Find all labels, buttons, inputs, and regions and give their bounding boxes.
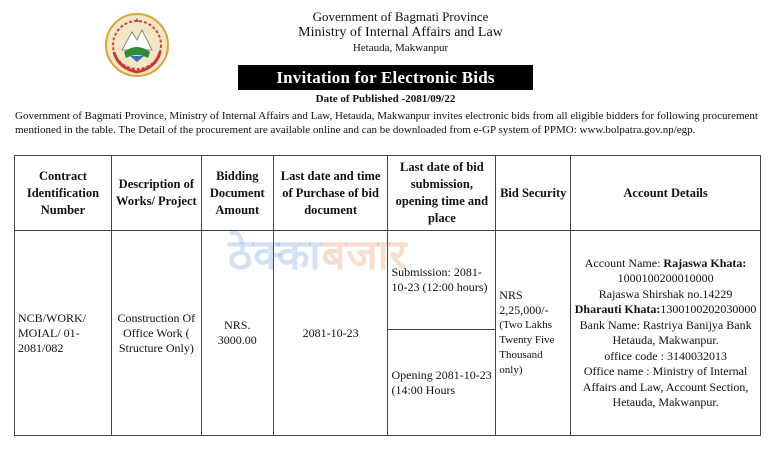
account-dharauti-number: 1300100202030000	[660, 302, 757, 316]
watermark-part1: ठेक्का	[228, 230, 322, 279]
account-office-code: office code : 3140032013	[604, 348, 727, 363]
cell-contract-id: NCB/WORK/ MOIAL/ 01- 2081/082	[15, 231, 112, 436]
table-header-row	[15, 156, 761, 231]
header-submission: Last date of bid submission, opening time and place	[388, 156, 496, 231]
government-name: Government of Bagmati Province	[312, 9, 489, 24]
ministry-name: Ministry of Internal Affairs and Law	[298, 25, 503, 40]
intro-paragraph: Government of Bagmati Province, Ministry of Internal Affairs and Law, Hetauda, Makwanpur invites electronic bids from all eligible bidders for following procurement mentioned in the table. The Detail of the procurement are available online and can be downloaded from e-GP system of PPMO: www.bolpatra.gov.np/egp.	[15, 110, 758, 136]
header-doc-amount: Bidding Document Amount	[201, 156, 273, 231]
ministry-location: Hetauda, Makwanpur	[352, 42, 449, 54]
account-shirshak: Rajaswa Shirshak no.14229	[598, 286, 733, 301]
account-bank-name: Bank Name: Rastriya Banijya Bank Hetauda, Makwanpur.	[579, 317, 752, 347]
cell-submission: Submission: 2081-10-23 (12:00 hours)	[388, 231, 496, 330]
bid-security-words: (Two Lakhs Twenty Five Thousand only)	[499, 319, 555, 376]
account-office-name: Office name : Ministry of Internal Affairs and Law, Account Section, Hetauda, Makwanpur.	[582, 364, 749, 409]
notice-title: Invitation for Electronic Bids	[238, 65, 533, 90]
letterhead	[0, 9, 771, 55]
published-date: Date of Published -2081/09/22	[315, 93, 456, 105]
account-name-label: Account Name:	[584, 255, 661, 270]
bid-security-amount: NRS 2,25,000/-	[499, 288, 549, 317]
header-contract-id: Contract Identification Number	[15, 156, 112, 231]
header-bid-security: Bid Security	[496, 156, 571, 231]
account-dharauti-label: Dharauti Khata:	[574, 302, 661, 316]
cell-account-details	[571, 231, 761, 436]
cell-description: Construction Of Office Work ( Structure Only)	[111, 231, 201, 436]
cell-purchase-date: 2081-10-23	[273, 231, 388, 436]
table-row	[15, 231, 761, 330]
cell-doc-amount: NRS. 3000.00	[201, 231, 273, 436]
cell-opening: Opening 2081-10-23 (14:00 Hours	[388, 330, 496, 436]
header-account: Account Details	[571, 156, 761, 231]
bid-table	[14, 155, 761, 436]
cell-bid-security	[496, 231, 571, 436]
account-name-bold: Rajaswa Khata:	[663, 255, 747, 270]
header-purchase-date: Last date and time of Purchase of bid document	[273, 156, 388, 231]
account-khata-number: 1000100200010000	[617, 271, 714, 285]
header-description: Description of Works/ Project	[111, 156, 201, 231]
watermark-part2: बजार	[321, 230, 408, 279]
